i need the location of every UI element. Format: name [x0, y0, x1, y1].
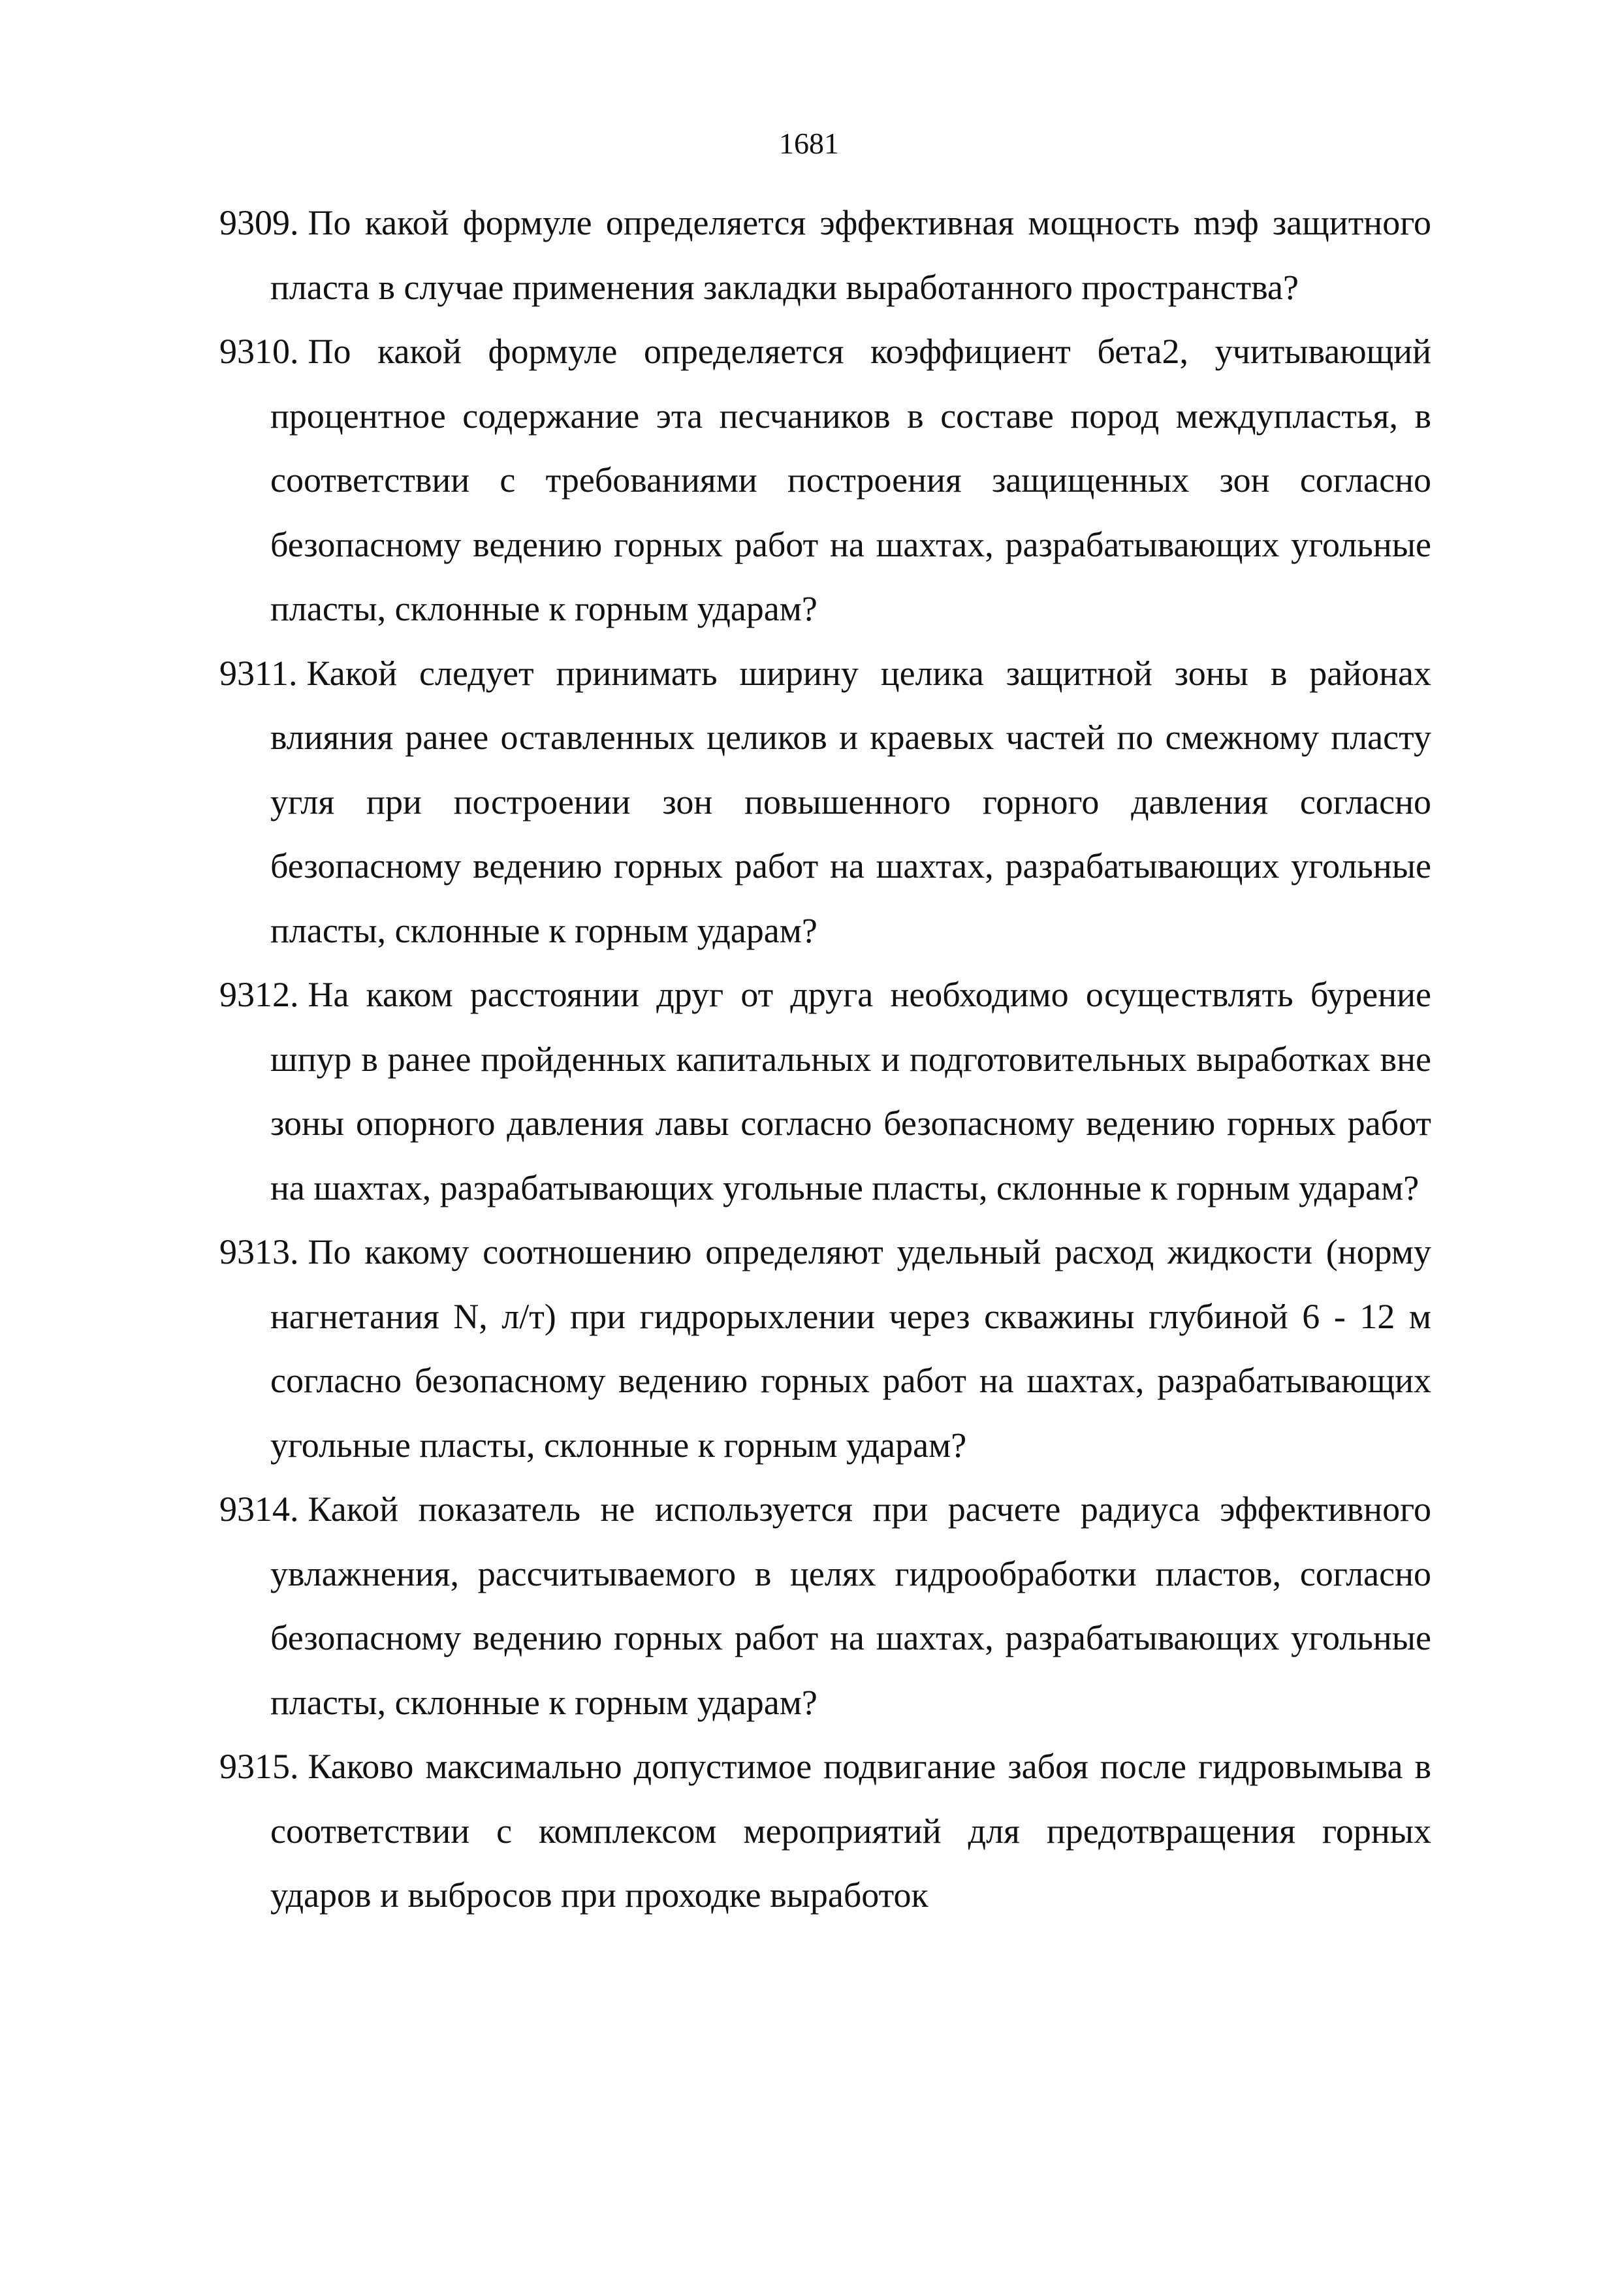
question-number: 9309. — [219, 203, 299, 242]
question-text: По какой формуле определяется коэффициент бета2, учитывающий процентное содержание эта песчаников в составе пород междупластья, в соответствии с требованиями построения защищенных зон согласно безопасному ведению горных работ на шахтах, разрабатывающих угольные пласты, склонные к горным ударам? — [270, 332, 1431, 628]
question-item — [219, 191, 1431, 319]
question-number: 9311. — [219, 653, 298, 693]
question-text: Какой показатель не используется при расчете радиуса эффективного увлажнения, рассчитываемого в целях гидрообработки пластов, согласно безопасному ведению горных работ на шахтах, разрабатывающих угольные пласты, склонные к горным ударам? — [270, 1490, 1431, 1722]
question-number: 9310. — [219, 332, 299, 371]
question-text: На каком расстоянии друг от друга необходимо осуществлять бурение шпур в ранее пройденных капитальных и подготовительных выработках вне зоны опорного давления лавы согласно безопасному ведению горных работ на шахтах, разрабатывающих угольные пласты, склонные к горным ударам? — [270, 975, 1431, 1207]
question-number: 9313. — [219, 1232, 299, 1271]
question-text: По какой формуле определяется эффективная мощность mэф защитного пласта в случае применения закладки выработанного пространства? — [270, 203, 1431, 307]
question-item — [219, 319, 1431, 641]
question-item — [219, 1734, 1431, 1928]
question-item — [219, 641, 1431, 963]
question-number: 9315. — [219, 1747, 299, 1786]
question-list — [219, 191, 1431, 1928]
page-number: 1681 — [779, 127, 839, 160]
question-text: Какой следует принимать ширину целика защитной зоны в районах влияния ранее оставленных целиков и краевых частей по смежному пласту угля при построении зон повышенного горного давления согласно безопасному ведению горных работ на шахтах, разрабатывающих угольные пласты, склонные к горным ударам? — [270, 653, 1431, 950]
question-item — [219, 1477, 1431, 1734]
question-text: По какому соотношению определяют удельный расход жидкости (норму нагнетания N, л/т) при гидрорыхлении через скважины глубиной 6 - 12 м согласно безопасному ведению горных работ на шахтах, разрабатывающих угольные пласты, склонные к горным ударам? — [270, 1232, 1431, 1465]
question-text: Каково максимально допустимое подвигание забоя после гидровымыва в соответствии с комплексом мероприятий для предотвращения горных ударов и выбросов при проходке выработок — [270, 1747, 1431, 1915]
question-number: 9312. — [219, 975, 299, 1014]
question-item — [219, 1220, 1431, 1477]
question-item — [219, 963, 1431, 1220]
question-number: 9314. — [219, 1490, 299, 1529]
